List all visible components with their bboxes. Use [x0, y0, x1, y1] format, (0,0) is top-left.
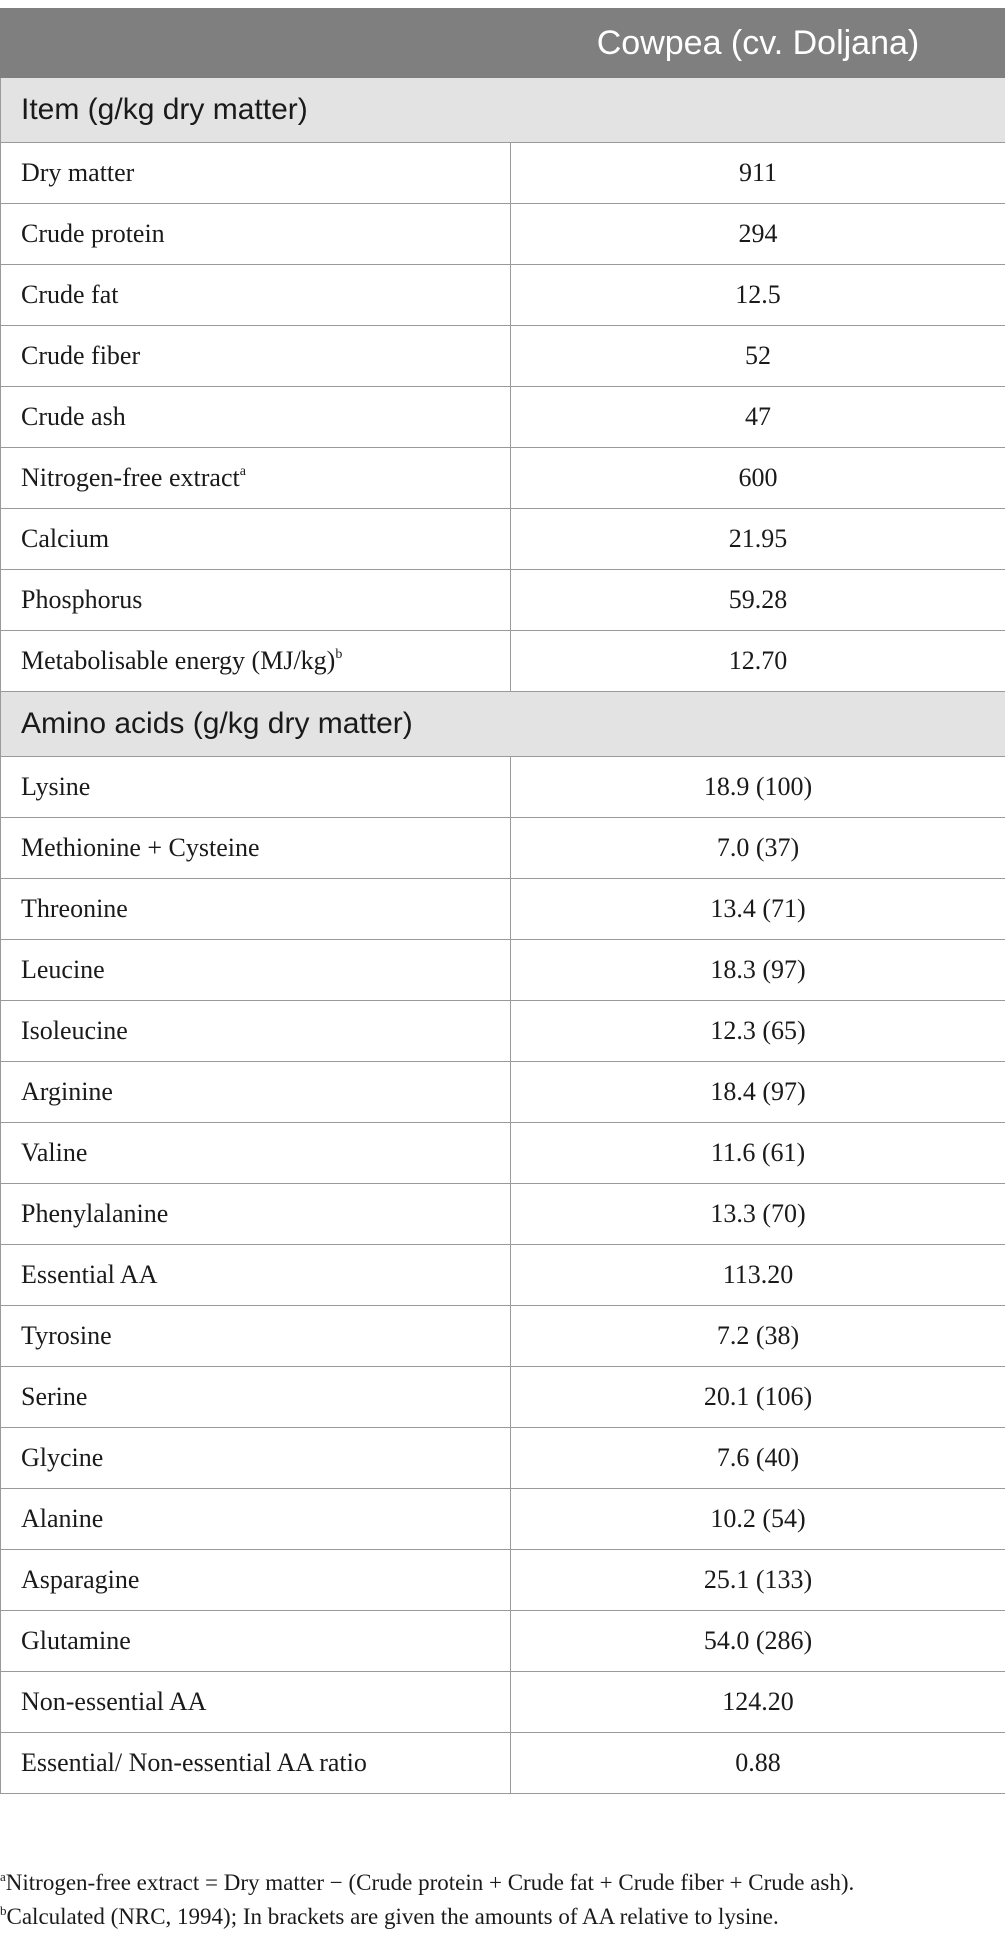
footnote — [0, 1866, 1005, 1900]
value-cell: 18.4 (97) — [511, 1062, 1005, 1123]
item-cell — [1, 631, 511, 692]
section-header-row — [1, 692, 1005, 757]
item-cell — [1, 1672, 511, 1733]
item-cell — [1, 143, 511, 204]
footnote-text: Nitrogen-free extract = Dry matter − (Crude protein + Crude fat + Crude fiber + Crude ash). — [5, 1870, 855, 1895]
item-label: Calcium — [21, 524, 110, 553]
table-row — [1, 448, 1005, 509]
item-label: Metabolisable energy (MJ/kg) — [21, 646, 336, 675]
footnote-mark: a — [0, 1869, 6, 1884]
table-row — [1, 1550, 1005, 1611]
item-label: Crude protein — [21, 219, 165, 248]
header-value-cell: Cowpea (cv. Doljana) — [511, 9, 1005, 78]
section-header-row — [1, 78, 1005, 143]
item-cell — [1, 204, 511, 265]
item-cell — [1, 818, 511, 879]
value-cell: 7.6 (40) — [511, 1428, 1005, 1489]
item-label: Methionine + Cysteine — [21, 833, 260, 862]
item-cell — [1, 1245, 511, 1306]
item-label: Non-essential AA — [21, 1687, 207, 1716]
value-cell: 54.0 (286) — [511, 1611, 1005, 1672]
value-cell: 12.5 — [511, 265, 1005, 326]
item-cell — [1, 1367, 511, 1428]
value-cell: 11.6 (61) — [511, 1123, 1005, 1184]
value-cell: 13.3 (70) — [511, 1184, 1005, 1245]
item-label: Crude ash — [21, 402, 126, 431]
table-row — [1, 509, 1005, 570]
value-cell: 20.1 (106) — [511, 1367, 1005, 1428]
item-cell — [1, 1428, 511, 1489]
value-cell: 59.28 — [511, 570, 1005, 631]
value-cell: 911 — [511, 143, 1005, 204]
item-cell — [1, 757, 511, 818]
item-cell — [1, 1062, 511, 1123]
table-row — [1, 1062, 1005, 1123]
value-cell: 10.2 (54) — [511, 1489, 1005, 1550]
footnotes — [0, 1866, 1005, 1934]
value-cell: 18.9 (100) — [511, 757, 1005, 818]
table-row — [1, 143, 1005, 204]
value-cell: 294 — [511, 204, 1005, 265]
table-row — [1, 1428, 1005, 1489]
item-cell — [1, 1123, 511, 1184]
value-cell: 124.20 — [511, 1672, 1005, 1733]
item-label: Serine — [21, 1382, 88, 1411]
item-cell — [1, 1550, 511, 1611]
value-cell: 600 — [511, 448, 1005, 509]
table-row — [1, 879, 1005, 940]
item-cell — [1, 326, 511, 387]
value-cell: 13.4 (71) — [511, 879, 1005, 940]
item-cell — [1, 570, 511, 631]
table-row — [1, 570, 1005, 631]
value-cell: 52 — [511, 326, 1005, 387]
table-row — [1, 1733, 1005, 1794]
item-label: Phenylalanine — [21, 1199, 169, 1228]
value-cell: 12.3 (65) — [511, 1001, 1005, 1062]
item-label: Crude fiber — [21, 341, 141, 370]
table-row — [1, 265, 1005, 326]
table-row — [1, 940, 1005, 1001]
item-label: Crude fat — [21, 280, 119, 309]
composition-table — [0, 8, 1005, 1794]
footnote-marker: a — [239, 464, 246, 479]
footnote-text: Calculated (NRC, 1994); In brackets are given the amounts of AA relative to lysine. — [6, 1904, 779, 1929]
value-cell: 7.2 (38) — [511, 1306, 1005, 1367]
item-cell — [1, 879, 511, 940]
table-row — [1, 204, 1005, 265]
section-title: Amino acids (g/kg dry matter) — [1, 692, 1005, 757]
value-cell: 25.1 (133) — [511, 1550, 1005, 1611]
value-cell: 21.95 — [511, 509, 1005, 570]
item-label: Glycine — [21, 1443, 104, 1472]
item-label: Phosphorus — [21, 585, 143, 614]
item-label: Essential AA — [21, 1260, 158, 1289]
item-label: Arginine — [21, 1077, 113, 1106]
item-cell — [1, 1306, 511, 1367]
table-row — [1, 1123, 1005, 1184]
item-label: Lysine — [21, 772, 91, 801]
footnote — [0, 1900, 1005, 1934]
table-row — [1, 326, 1005, 387]
item-label: Leucine — [21, 955, 105, 984]
value-cell: 18.3 (97) — [511, 940, 1005, 1001]
table-row — [1, 1672, 1005, 1733]
item-cell — [1, 1001, 511, 1062]
value-cell: 113.20 — [511, 1245, 1005, 1306]
footnote-marker: b — [335, 647, 343, 662]
value-cell: 0.88 — [511, 1733, 1005, 1794]
table-body — [1, 78, 1005, 1794]
item-cell — [1, 265, 511, 326]
item-label: Threonine — [21, 894, 128, 923]
item-cell — [1, 509, 511, 570]
table-row — [1, 818, 1005, 879]
item-label: Valine — [21, 1138, 88, 1167]
item-label: Tyrosine — [21, 1321, 112, 1350]
table-row — [1, 1489, 1005, 1550]
item-cell — [1, 1733, 511, 1794]
item-label: Isoleucine — [21, 1016, 128, 1045]
table-row — [1, 1184, 1005, 1245]
item-label: Nitrogen-free extract — [21, 463, 240, 492]
item-cell — [1, 940, 511, 1001]
item-label: Asparagine — [21, 1565, 140, 1594]
footnote-mark: b — [0, 1903, 7, 1918]
table-row — [1, 1367, 1005, 1428]
value-cell: 7.0 (37) — [511, 818, 1005, 879]
value-cell: 47 — [511, 387, 1005, 448]
table-row — [1, 1611, 1005, 1672]
item-cell — [1, 1611, 511, 1672]
header-item-cell — [1, 9, 511, 78]
table-row — [1, 631, 1005, 692]
section-title: Item (g/kg dry matter) — [1, 78, 1005, 143]
item-cell — [1, 448, 511, 509]
table-row — [1, 1245, 1005, 1306]
item-cell — [1, 387, 511, 448]
item-label: Dry matter — [21, 158, 135, 187]
item-cell — [1, 1489, 511, 1550]
item-label: Glutamine — [21, 1626, 131, 1655]
item-cell — [1, 1184, 511, 1245]
table-row — [1, 1306, 1005, 1367]
table-header-row — [1, 9, 1005, 78]
item-label: Essential/ Non-essential AA ratio — [21, 1748, 367, 1777]
table-row — [1, 1001, 1005, 1062]
value-cell: 12.70 — [511, 631, 1005, 692]
item-label: Alanine — [21, 1504, 104, 1533]
table-row — [1, 387, 1005, 448]
table-row — [1, 757, 1005, 818]
